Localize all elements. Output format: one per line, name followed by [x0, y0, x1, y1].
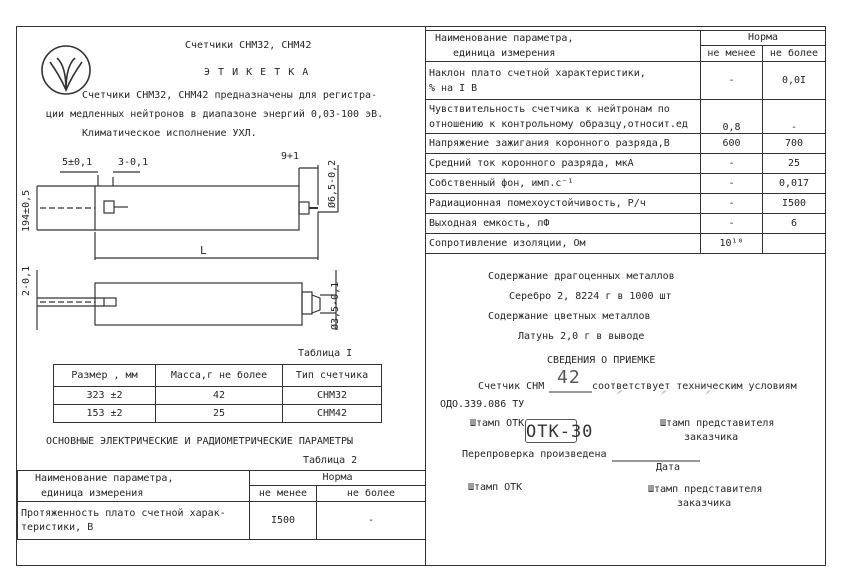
- table3-param: Напряжение зажигания коронного разряда,В: [426, 134, 701, 154]
- precious-metals-title: Содержание драгоценных металлов: [488, 271, 675, 282]
- table1: [53, 364, 382, 423]
- table3-min: 10¹⁰: [701, 234, 763, 254]
- table1-cell: 323 ±2: [54, 387, 156, 405]
- table-row: [426, 100, 826, 134]
- table1-header-type: Тип счетчика: [283, 365, 382, 387]
- logo-icon: [42, 46, 90, 94]
- table3-max-header: не более: [763, 45, 826, 61]
- otk-stamp-label: Штамп ОТК: [470, 418, 525, 429]
- table3-min: 600: [701, 134, 763, 154]
- faint-stamp-imprint: ˊ ˊ ˊ: [615, 386, 723, 416]
- table2-max: -: [317, 502, 426, 540]
- table3-param: [426, 62, 701, 100]
- dim-diameter-65: Ø6,5-0,2: [327, 159, 338, 208]
- table2-caption: Таблица 2: [303, 455, 358, 466]
- brass-content: Латунь 2,0 г в выводе: [518, 331, 645, 342]
- dim-3: 3-0,1: [118, 157, 149, 168]
- otk-stamp-label-2: Штамп ОТК: [468, 482, 523, 493]
- table3-param: [426, 100, 701, 134]
- climate-text: Климатическое исполнение УХЛ.: [82, 128, 257, 139]
- label-heading: Э Т И К Е Т К А: [204, 67, 310, 78]
- table2-param: [18, 502, 250, 540]
- table3-param-line-2: отношению к контрольному образцу,относит.ед: [429, 118, 688, 130]
- counter-top-view: [37, 270, 336, 330]
- recheck-text: Перепроверка произведена: [462, 449, 607, 460]
- table-row: [426, 174, 826, 194]
- table3-min: -: [701, 174, 763, 194]
- table2-min-header: не менее: [250, 485, 317, 501]
- spec-number: ОДО.339.086 ТУ: [440, 399, 525, 410]
- dim-5: 5±0,1: [62, 157, 93, 168]
- table3-max: 700: [763, 134, 826, 154]
- dim-9: 9+1: [281, 151, 300, 162]
- table1-cell: 153 ±2: [54, 405, 156, 423]
- table3-param: Радиационная помехоустойчивость, Р/ч: [426, 194, 701, 214]
- table3-min: -: [701, 194, 763, 214]
- table3-min-header: не менее: [701, 45, 763, 61]
- date-label: Дата: [656, 462, 681, 473]
- table3-norm-header: Норма: [701, 31, 826, 46]
- table2-min: I500: [250, 502, 317, 540]
- table3-param-line-1: Наклон плато счетной характеристики,: [429, 67, 646, 79]
- acceptance-line-suffix: соответствует техническим условиям: [592, 381, 797, 392]
- table-row: [54, 387, 382, 405]
- table3-param-header-line-2: единица измерения: [453, 48, 556, 59]
- doc-title: Счетчики СНМ32, СНМ42: [185, 40, 312, 51]
- table3-max: 0,017: [763, 174, 826, 194]
- otk-stamp: ОТК-30: [525, 419, 577, 443]
- table3-max: 25: [763, 154, 826, 174]
- table2-param-line-2: теристики, В: [21, 521, 94, 533]
- table1-cell: 42: [156, 387, 283, 405]
- silver-content: Серебро 2, 8224 г в 1000 шт: [509, 291, 672, 302]
- table3-param: Средний ток коронного разряда, мкА: [426, 154, 701, 174]
- section-title: ОСНОВНЫЕ ЭЛЕКТРИЧЕСКИЕ И РАДИОМЕТРИЧЕСКИЕ ПАРАМЕТРЫ: [46, 436, 354, 447]
- table3-min: -: [701, 62, 763, 100]
- table1-header-mass: Масса,г не более: [156, 365, 283, 387]
- table3-param: Выходная емкость, пФ: [426, 214, 701, 234]
- description-line-1: Счетчики СНМ32, СНМ42 предназначены для регистра-: [82, 90, 378, 101]
- table-row: [426, 154, 826, 174]
- dim-194: 194±0,5: [21, 189, 32, 232]
- table-row: [426, 214, 826, 234]
- table-row: [426, 134, 826, 154]
- table2-param-line-1: Протяженность плато счетной харак-: [21, 507, 226, 519]
- table3-param-line-2: % на I В: [429, 82, 478, 94]
- table1-header-size: Размер , мм: [54, 365, 156, 387]
- customer-rep-line-2: заказчика: [684, 432, 739, 443]
- table2-param-header: [18, 471, 250, 502]
- table3: [425, 30, 826, 254]
- customer-rep2-line-2: заказчика: [677, 498, 732, 509]
- dim-diameter-35: Ø3,5-0,1: [330, 281, 341, 330]
- dim-2: 2-0,1: [21, 265, 32, 296]
- table3-param: Сопротивление изоляции, Ом: [426, 234, 701, 254]
- table-row: [426, 62, 826, 100]
- table1-caption: Таблица I: [298, 348, 353, 359]
- customer-rep-line-1: Штамп представителя: [660, 418, 775, 429]
- table3-min: 0,8: [701, 100, 763, 134]
- counter-side-view: [37, 165, 338, 260]
- table3-min: -: [701, 214, 763, 234]
- table3-max: I500: [763, 194, 826, 214]
- table3-param-line-1: Чувствительность счетчика к нейтронам по: [429, 103, 670, 115]
- dim-length: L: [200, 244, 207, 257]
- table3-max: -: [763, 100, 826, 134]
- table3-max: [763, 234, 826, 254]
- table2-max-header: не более: [317, 485, 426, 501]
- table3-min: -: [701, 154, 763, 174]
- nonferrous-metals-title: Содержание цветных металлов: [488, 311, 651, 322]
- table3-param-header-line-1: Наименование параметра,: [435, 33, 574, 44]
- table2-norm-header: Норма: [250, 471, 426, 486]
- table3-max: 6: [763, 214, 826, 234]
- acceptance-title: СВЕДЕНИЯ О ПРИЕМКЕ: [547, 355, 656, 366]
- table-row: [426, 194, 826, 214]
- table-row: [18, 502, 426, 540]
- table1-cell: СНМ32: [283, 387, 382, 405]
- table2: [17, 470, 426, 540]
- table3-max: 0,0I: [763, 62, 826, 100]
- table1-cell: 25: [156, 405, 283, 423]
- table3-param: Собственный фон, имп.с⁻¹: [426, 174, 701, 194]
- table2-param-header-line-1: Наименование параметра,: [35, 473, 174, 484]
- table3-param-header: [426, 31, 701, 62]
- table-row: [426, 234, 826, 254]
- description-line-2: ции медленных нейтронов в диапазоне энергий 0,03-100 эВ.: [46, 109, 384, 120]
- table-row: [54, 405, 382, 423]
- acceptance-line-prefix: Счетчик СНМ: [478, 381, 545, 392]
- handwritten-counter-number: 42: [557, 367, 581, 388]
- table1-cell: СНМ42: [283, 405, 382, 423]
- table2-param-header-line-2: единица измерения: [41, 488, 144, 499]
- customer-rep2-line-1: Штамп представителя: [648, 484, 763, 495]
